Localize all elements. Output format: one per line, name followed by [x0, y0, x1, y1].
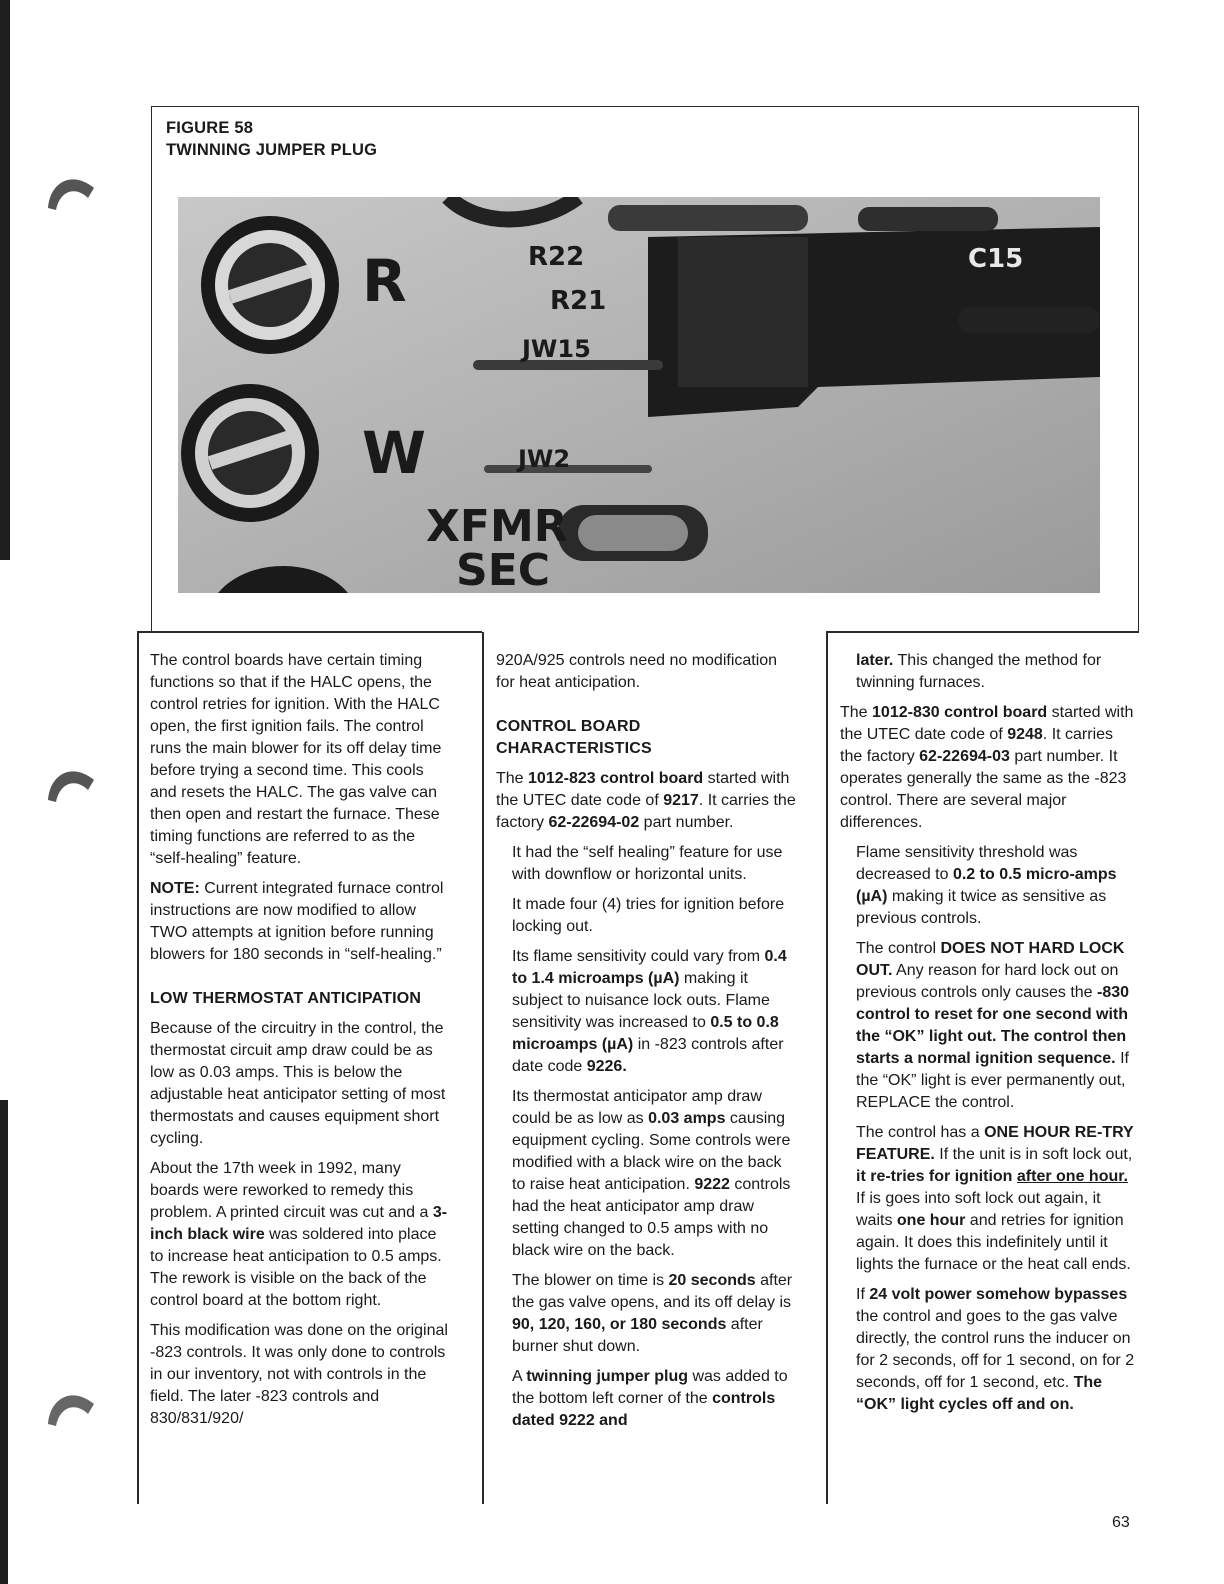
paragraph-circuitry: Because of the circuitry in the control, the thermostat circuit amp draw could be as low as 0.03 amps. This is below the adjustable heat anticipator setting of most thermostats and causes equipment short cycling.: [150, 1020, 446, 1147]
t: 62-22694-03: [919, 748, 1010, 765]
paragraph-830-board: [840, 702, 1136, 834]
t: -830 control to reset for one second with the “OK” light out. The control then starts a normal ignition sequence.: [856, 984, 1130, 1067]
t: Flame sensitivity threshold was decreased to: [856, 844, 1078, 883]
t: 9226.: [586, 1058, 627, 1075]
item-twinning-jumper: [496, 1366, 798, 1432]
t: making it subject to nuisance lock outs. Flame sensitivity was increased to: [512, 970, 770, 1031]
t: The: [840, 704, 873, 721]
item-twinning-continued: [840, 650, 1136, 694]
item-anticipator-amp-draw: [496, 1086, 798, 1262]
column-rule-right: [826, 632, 828, 1504]
heading-control-board-characteristics: CONTROL BOARD CHARACTERISTICS: [496, 718, 652, 757]
t: started with the UTEC date code of: [840, 704, 1134, 743]
figure-underline-right: [826, 631, 1138, 633]
t: in -823 controls after date code: [512, 1036, 784, 1075]
item-one-hour-retry: [840, 1122, 1136, 1276]
t: was added to the bottom left corner of the: [512, 1368, 788, 1407]
t: the control and goes to the gas valve directly, the control runs the inducer on for 2 seconds, off for 1 second, on for 2 seconds, off for 1 second, etc.: [856, 1308, 1135, 1391]
t: controls dated 9222 and: [512, 1390, 776, 1429]
t: The: [496, 770, 529, 787]
t: 1012-823 control board: [528, 770, 704, 787]
t: The control has a: [856, 1124, 985, 1141]
t: 0.2 to 0.5 micro-amps (µA): [856, 866, 1117, 905]
t: 62-22694-02: [548, 814, 640, 831]
page-number: 63: [1112, 1514, 1130, 1531]
t: 9217: [663, 792, 699, 809]
t: 9222: [694, 1176, 730, 1193]
item-flame-sensitivity: [496, 946, 798, 1078]
t: Its flame sensitivity could vary from: [512, 948, 765, 965]
figure-number: FIGURE 58: [166, 119, 254, 137]
heading-low-thermostat-anticipation: LOW THERMOSTAT ANTICIPATION: [150, 990, 422, 1007]
t: after one hour.: [1016, 1168, 1129, 1185]
t: If: [856, 1286, 870, 1303]
paragraph-self-healing: The control boards have certain timing functions so that if the HALC opens, the control retries for ignition. With the HALC open, the first ignition fails. The control runs the main blower for its off delay time before trying a second time. This cools and resets the HALC. The gas valve can then open and restart the furnace. These timing functions are referred to as the “self-healing” feature.: [150, 652, 442, 867]
t: causing equipment cycling. Some controls were modified with a black wire on the back to raise heat anticipation.: [512, 1110, 791, 1193]
paragraph-note: [150, 878, 452, 966]
item-four-tries: It made four (4) tries for ignition before locking out.: [512, 896, 785, 935]
t: The blower on time is: [512, 1272, 669, 1289]
photo-label-sec: SEC: [456, 545, 551, 593]
t: later.: [856, 652, 894, 669]
t: The control: [856, 940, 941, 957]
t: part number.: [639, 814, 734, 831]
t: making it twice as sensitive as previous controls.: [856, 888, 1107, 927]
t: 0.5 to 0.8 microamps (µA): [512, 1014, 779, 1053]
t: it re-tries for ignition: [856, 1168, 1013, 1185]
item-24-volt-bypass: [840, 1284, 1136, 1416]
binder-edge-shadow-lower: [0, 1100, 8, 1584]
t: after burner shut down.: [512, 1316, 763, 1355]
t: controls had the heat anticipator amp draw setting changed to 0.5 amps with no black wire on the back.: [512, 1176, 791, 1259]
t: This changed the method for twinning furnaces.: [856, 652, 1102, 691]
photo-label-xfmr: XFMR: [426, 501, 568, 552]
photo-label-c15: C15: [968, 244, 1024, 274]
photo-label-jw15: JW15: [522, 335, 591, 363]
t: after the gas valve opens, and its off delay is: [512, 1272, 793, 1311]
t: started with the UTEC date code of: [496, 770, 790, 809]
t: Its thermostat anticipator amp draw could be as low as: [512, 1088, 762, 1127]
rework-text-c: was soldered into place to increase heat anticipation to 0.5 amps. The rework is visible on the back of the control board at the bottom right.: [150, 1226, 442, 1309]
t: If the “OK” light is ever permanently out, REPLACE the control.: [856, 1050, 1129, 1111]
item-no-hard-lockout: [840, 938, 1136, 1114]
photo-label-jw2: JW2: [518, 445, 571, 473]
text-column-2: [496, 650, 798, 1440]
note-label: NOTE:: [150, 880, 200, 897]
rework-text-b: 3-inch black wire: [150, 1204, 448, 1243]
t: . It carries the factory: [496, 792, 796, 831]
figure-underline-left: [137, 631, 482, 633]
figure-title: TWINNING JUMPER PLUG: [166, 141, 378, 159]
photo-label-r21: R21: [550, 286, 607, 316]
t: If is goes into soft lock out again, it waits: [856, 1190, 1101, 1229]
text-column-1: [150, 650, 452, 1438]
column-rule-center: [482, 632, 484, 1504]
t: part number. It operates generally the same as the -823 control. There are several major differences.: [840, 748, 1127, 831]
binder-hole-top: [44, 168, 100, 214]
photo-label-r: R: [362, 247, 407, 315]
t: 9248: [1007, 726, 1043, 743]
column-rule-left: [137, 632, 139, 1504]
twinning-jumper-plug-photo: [178, 197, 1100, 593]
t: twinning jumper plug: [526, 1368, 688, 1385]
figure-58: [151, 106, 1139, 633]
t: 20 seconds: [668, 1272, 756, 1289]
t: 0.03 amps: [648, 1110, 726, 1127]
paragraph-rework: [150, 1158, 452, 1312]
photo-label-r22: R22: [528, 242, 585, 272]
item-flame-threshold: [840, 842, 1136, 930]
t: 1012-830 control board: [872, 704, 1048, 721]
t: 90, 120, 160, or 180 seconds: [512, 1316, 727, 1333]
note-text: Current integrated furnace control instructions are now modified to allow TWO attempts at ignition before running blowers for 180 seconds in “self-healing.”: [150, 880, 444, 963]
paragraph-modification: This modification was done on the original -823 controls. It was only done to controls in our inventory, not with controls in the field. The later -823 controls and 830/831/920/: [150, 1322, 448, 1427]
binder-hole-bottom: [44, 1384, 100, 1430]
t: and retries for ignition again. It does this indefinitely until it lights the furnace or the heat call ends.: [856, 1212, 1131, 1273]
binder-hole-middle: [44, 760, 100, 806]
binder-edge-shadow: [0, 0, 10, 560]
photo-label-w: W: [362, 419, 426, 487]
t: Any reason for hard lock out on previous controls only causes the: [856, 962, 1119, 1001]
paragraph-823-board: [496, 768, 798, 834]
item-self-healing: It had the “self healing” feature for use with downflow or horizontal units.: [512, 844, 783, 883]
t: DOES NOT HARD LOCK OUT.: [856, 940, 1125, 979]
t: one hour: [896, 1212, 966, 1229]
t: 0.4 to 1.4 microamps (µA): [512, 948, 787, 987]
paragraph-920a-controls: 920A/925 controls need no modification for heat anticipation.: [496, 652, 778, 691]
item-blower-timing: [496, 1270, 798, 1358]
text-column-3: [840, 650, 1136, 1424]
t: The “OK” light cycles off and on.: [856, 1374, 1103, 1413]
rework-text-a: About the 17th week in 1992, many boards were reworked to remedy this problem. A printed circuit was cut and a: [150, 1160, 433, 1221]
screw-terminal-r: [208, 223, 332, 347]
t: ONE HOUR RE-TRY FEATURE.: [856, 1124, 1134, 1163]
screw-terminal-w: [188, 391, 312, 515]
t: . It carries the factory: [840, 726, 1114, 765]
t: 24 volt power somehow bypasses: [869, 1286, 1128, 1303]
t: If the unit is in soft lock out,: [934, 1146, 1133, 1163]
t: A: [512, 1368, 527, 1385]
